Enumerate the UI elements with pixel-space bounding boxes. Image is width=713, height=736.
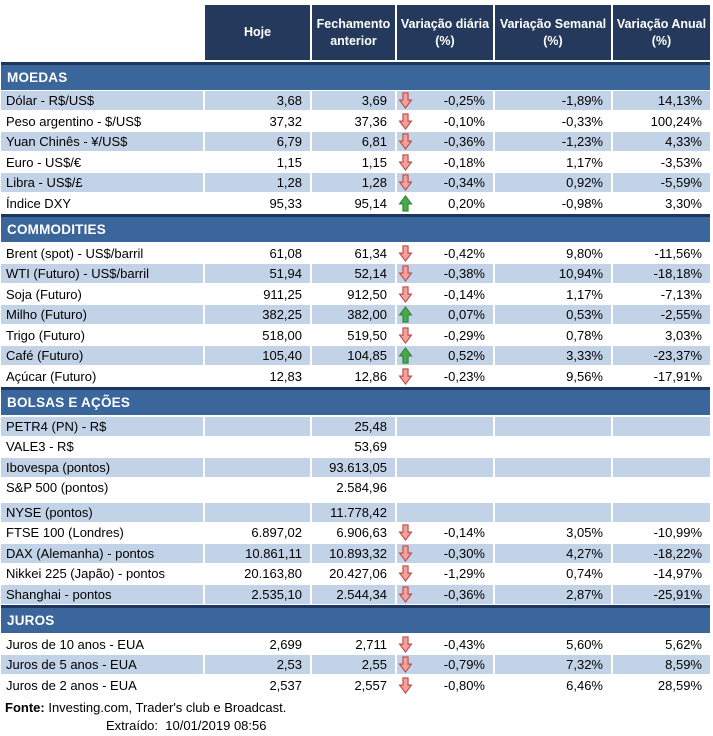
cell-variacao-diaria — [397, 326, 493, 345]
cell-variacao-semanal: 4,27% — [495, 544, 611, 563]
cell-variacao-diaria — [397, 305, 493, 324]
variacao-diaria-value: -0,29% — [444, 328, 485, 343]
cell-label: Peso argentino - $/US$ — [1, 112, 203, 131]
cell-label: Índice DXY — [1, 194, 203, 213]
cell-variacao-anual: -14,97% — [613, 564, 710, 583]
column-header-variacao-diaria: Variação diária (%) — [397, 5, 493, 60]
down-arrow-icon — [398, 174, 413, 191]
variacao-diaria-value: -0,79% — [444, 657, 485, 672]
cell-variacao-anual: -18,18% — [613, 264, 710, 283]
cell-variacao-diaria — [397, 676, 493, 695]
section-header-moedas: MOEDAS — [1, 62, 710, 90]
variacao-diaria-value: 0,07% — [448, 307, 485, 322]
variacao-diaria-value: -0,10% — [444, 114, 485, 129]
cell-label: Soja (Futuro) — [1, 285, 203, 304]
cell-variacao-semanal: 3,05% — [495, 523, 611, 542]
cell-variacao-anual: 100,24% — [613, 112, 710, 131]
cell-hoje: 2,699 — [205, 635, 310, 654]
variacao-diaria-value: -0,23% — [444, 369, 485, 384]
cell-fechamento-anterior: 61,34 — [312, 244, 395, 263]
cell-variacao-diaria — [397, 655, 493, 674]
market-table — [1, 5, 711, 695]
cell-hoje: 911,25 — [205, 285, 310, 304]
cell-label: Yuan Chinês - ¥/US$ — [1, 132, 203, 151]
cell-hoje — [205, 478, 310, 497]
variacao-diaria-value: -0,30% — [444, 546, 485, 561]
down-arrow-icon — [398, 586, 413, 603]
cell-hoje: 37,32 — [205, 112, 310, 131]
cell-variacao-diaria — [397, 91, 493, 110]
cell-variacao-diaria — [397, 417, 493, 436]
cell-fechamento-anterior: 2.584,96 — [312, 478, 395, 497]
cell-variacao-anual: 5,62% — [613, 635, 710, 654]
cell-fechamento-anterior: 93.613,05 — [312, 458, 395, 477]
cell-fechamento-anterior: 52,14 — [312, 264, 395, 283]
cell-variacao-semanal: 9,56% — [495, 367, 611, 386]
row-spacer — [1, 499, 710, 502]
cell-variacao-anual: 4,33% — [613, 132, 710, 151]
section-header-commodities: COMMODITIES — [1, 214, 710, 242]
down-arrow-icon — [398, 327, 413, 344]
cell-fechamento-anterior: 2,557 — [312, 676, 395, 695]
cell-variacao-semanal: 6,46% — [495, 676, 611, 695]
cell-variacao-diaria — [397, 112, 493, 131]
section-header-juros: JUROS — [1, 605, 710, 633]
cell-label: FTSE 100 (Londres) — [1, 523, 203, 542]
extracted-line — [5, 717, 711, 736]
cell-variacao-semanal: 0,74% — [495, 564, 611, 583]
cell-fechamento-anterior: 11.778,42 — [312, 503, 395, 522]
cell-hoje: 1,15 — [205, 153, 310, 172]
down-arrow-icon — [398, 656, 413, 673]
variacao-diaria-value: -0,80% — [444, 678, 485, 693]
cell-hoje: 95,33 — [205, 194, 310, 213]
variacao-diaria-value: -0,38% — [444, 266, 485, 281]
variacao-diaria-value: -1,29% — [444, 566, 485, 581]
variacao-diaria-value: 0,20% — [448, 196, 485, 211]
cell-variacao-semanal: 7,32% — [495, 655, 611, 674]
variacao-diaria-value: -0,36% — [444, 587, 485, 602]
source-text: Investing.com, Trader's club e Broadcast. — [45, 700, 287, 715]
cell-label: Dólar - R$/US$ — [1, 91, 203, 110]
cell-hoje: 105,40 — [205, 346, 310, 365]
variacao-diaria-value: -0,43% — [444, 637, 485, 652]
cell-fechamento-anterior: 2,711 — [312, 635, 395, 654]
down-arrow-icon — [398, 92, 413, 109]
variacao-diaria-value: -0,18% — [444, 155, 485, 170]
cell-variacao-semanal: 10,94% — [495, 264, 611, 283]
cell-variacao-anual: 14,13% — [613, 91, 710, 110]
cell-label: Juros de 10 anos - EUA — [1, 635, 203, 654]
cell-variacao-semanal: 3,33% — [495, 346, 611, 365]
extracted-value: 10/01/2019 08:56 — [165, 718, 266, 733]
variacao-diaria-value: -0,36% — [444, 134, 485, 149]
cell-variacao-diaria — [397, 264, 493, 283]
cell-variacao-diaria — [397, 585, 493, 604]
cell-label: Açúcar (Futuro) — [1, 367, 203, 386]
down-arrow-icon — [398, 565, 413, 582]
cell-variacao-semanal: 1,17% — [495, 153, 611, 172]
source-line — [5, 699, 711, 718]
cell-fechamento-anterior: 912,50 — [312, 285, 395, 304]
cell-variacao-diaria — [397, 367, 493, 386]
cell-label: DAX (Alemanha) - pontos — [1, 544, 203, 563]
cell-hoje: 1,28 — [205, 173, 310, 192]
cell-fechamento-anterior: 20.427,06 — [312, 564, 395, 583]
cell-hoje — [205, 437, 310, 456]
cell-variacao-semanal: 0,53% — [495, 305, 611, 324]
cell-hoje — [205, 458, 310, 477]
down-arrow-icon — [398, 133, 413, 150]
column-header-variacao-anual: Variação Anual (%) — [613, 5, 710, 60]
corner-cell — [1, 5, 203, 60]
cell-fechamento-anterior: 1,28 — [312, 173, 395, 192]
cell-fechamento-anterior: 12,86 — [312, 367, 395, 386]
cell-variacao-anual — [613, 417, 710, 436]
cell-variacao-semanal — [495, 503, 611, 522]
variacao-diaria-value: 0,52% — [448, 348, 485, 363]
section-header-bolsas-e-a-es: BOLSAS E AÇÕES — [1, 387, 710, 415]
cell-fechamento-anterior: 6,81 — [312, 132, 395, 151]
cell-variacao-semanal: -0,98% — [495, 194, 611, 213]
cell-label: Trigo (Futuro) — [1, 326, 203, 345]
cell-variacao-diaria — [397, 285, 493, 304]
cell-label: Café (Futuro) — [1, 346, 203, 365]
down-arrow-icon — [398, 113, 413, 130]
cell-hoje: 20.163,80 — [205, 564, 310, 583]
cell-variacao-anual: -7,13% — [613, 285, 710, 304]
source-label: Fonte: — [5, 700, 45, 715]
cell-label: Brent (spot) - US$/barril — [1, 244, 203, 263]
cell-fechamento-anterior: 2,55 — [312, 655, 395, 674]
cell-variacao-diaria — [397, 153, 493, 172]
cell-variacao-diaria — [397, 437, 493, 456]
cell-hoje: 3,68 — [205, 91, 310, 110]
cell-hoje: 6,79 — [205, 132, 310, 151]
cell-variacao-anual: 3,30% — [613, 194, 710, 213]
cell-label: Euro - US$/€ — [1, 153, 203, 172]
variacao-diaria-value: -0,25% — [444, 93, 485, 108]
cell-variacao-semanal: -1,23% — [495, 132, 611, 151]
cell-label: VALE3 - R$ — [1, 437, 203, 456]
cell-variacao-diaria — [397, 564, 493, 583]
cell-hoje: 6.897,02 — [205, 523, 310, 542]
cell-fechamento-anterior: 25,48 — [312, 417, 395, 436]
cell-variacao-diaria — [397, 132, 493, 151]
cell-fechamento-anterior: 10.893,32 — [312, 544, 395, 563]
cell-variacao-anual — [613, 437, 710, 456]
variacao-diaria-value: -0,14% — [444, 525, 485, 540]
variacao-diaria-value: -0,42% — [444, 246, 485, 261]
cell-fechamento-anterior: 6.906,63 — [312, 523, 395, 542]
cell-variacao-anual: -5,59% — [613, 173, 710, 192]
cell-variacao-diaria — [397, 503, 493, 522]
cell-variacao-anual: -25,91% — [613, 585, 710, 604]
cell-hoje: 2.535,10 — [205, 585, 310, 604]
variacao-diaria-value: -0,34% — [444, 175, 485, 190]
cell-label: Juros de 2 anos - EUA — [1, 676, 203, 695]
down-arrow-icon — [398, 677, 413, 694]
cell-variacao-semanal — [495, 478, 611, 497]
column-header-variacao-semanal: Variação Semanal (%) — [495, 5, 611, 60]
cell-variacao-diaria — [397, 194, 493, 213]
cell-variacao-anual: -3,53% — [613, 153, 710, 172]
down-arrow-icon — [398, 368, 413, 385]
cell-label: PETR4 (PN) - R$ — [1, 417, 203, 436]
down-arrow-icon — [398, 154, 413, 171]
cell-fechamento-anterior: 53,69 — [312, 437, 395, 456]
column-header-fechamento-anterior: Fechamento anterior — [312, 5, 395, 60]
cell-hoje: 10.861,11 — [205, 544, 310, 563]
cell-label: WTI (Futuro) - US$/barril — [1, 264, 203, 283]
down-arrow-icon — [398, 636, 413, 653]
cell-variacao-anual: -2,55% — [613, 305, 710, 324]
cell-hoje: 382,25 — [205, 305, 310, 324]
cell-variacao-semanal: -0,33% — [495, 112, 611, 131]
cell-variacao-anual: 28,59% — [613, 676, 710, 695]
cell-variacao-anual: -18,22% — [613, 544, 710, 563]
cell-fechamento-anterior: 2.544,34 — [312, 585, 395, 604]
cell-variacao-diaria — [397, 244, 493, 263]
cell-label: S&P 500 (pontos) — [1, 478, 203, 497]
cell-label: Shanghai - pontos — [1, 585, 203, 604]
cell-variacao-semanal — [495, 437, 611, 456]
cell-variacao-semanal — [495, 417, 611, 436]
cell-variacao-diaria — [397, 544, 493, 563]
cell-variacao-diaria — [397, 346, 493, 365]
cell-label: Ibovespa (pontos) — [1, 458, 203, 477]
cell-hoje — [205, 503, 310, 522]
cell-fechamento-anterior: 519,50 — [312, 326, 395, 345]
down-arrow-icon — [398, 245, 413, 262]
cell-hoje: 51,94 — [205, 264, 310, 283]
down-arrow-icon — [398, 286, 413, 303]
cell-variacao-anual — [613, 503, 710, 522]
cell-fechamento-anterior: 1,15 — [312, 153, 395, 172]
cell-fechamento-anterior: 37,36 — [312, 112, 395, 131]
up-arrow-icon — [398, 195, 413, 212]
cell-variacao-semanal: -1,89% — [495, 91, 611, 110]
cell-variacao-semanal: 5,60% — [495, 635, 611, 654]
cell-fechamento-anterior: 95,14 — [312, 194, 395, 213]
cell-hoje: 518,00 — [205, 326, 310, 345]
cell-hoje — [205, 417, 310, 436]
cell-variacao-anual: -17,91% — [613, 367, 710, 386]
variacao-diaria-value: -0,14% — [444, 287, 485, 302]
cell-variacao-anual: 3,03% — [613, 326, 710, 345]
cell-variacao-diaria — [397, 173, 493, 192]
report-footer — [1, 695, 711, 736]
cell-variacao-anual: 8,59% — [613, 655, 710, 674]
cell-hoje: 12,83 — [205, 367, 310, 386]
cell-fechamento-anterior: 3,69 — [312, 91, 395, 110]
cell-label: Juros de 5 anos - EUA — [1, 655, 203, 674]
cell-variacao-anual: -11,56% — [613, 244, 710, 263]
down-arrow-icon — [398, 545, 413, 562]
cell-hoje: 61,08 — [205, 244, 310, 263]
cell-label: Milho (Futuro) — [1, 305, 203, 324]
cell-variacao-semanal: 1,17% — [495, 285, 611, 304]
cell-variacao-diaria — [397, 458, 493, 477]
cell-variacao-semanal: 2,87% — [495, 585, 611, 604]
cell-fechamento-anterior: 382,00 — [312, 305, 395, 324]
cell-variacao-semanal: 0,78% — [495, 326, 611, 345]
cell-variacao-semanal — [495, 458, 611, 477]
cell-variacao-diaria — [397, 635, 493, 654]
up-arrow-icon — [398, 347, 413, 364]
down-arrow-icon — [398, 524, 413, 541]
cell-variacao-anual: -10,99% — [613, 523, 710, 542]
cell-variacao-semanal: 0,92% — [495, 173, 611, 192]
cell-label: Libra - US$/£ — [1, 173, 203, 192]
down-arrow-icon — [398, 265, 413, 282]
cell-variacao-anual — [613, 478, 710, 497]
cell-hoje: 2,537 — [205, 676, 310, 695]
cell-label: Nikkei 225 (Japão) - pontos — [1, 564, 203, 583]
cell-variacao-diaria — [397, 478, 493, 497]
cell-hoje: 2,53 — [205, 655, 310, 674]
up-arrow-icon — [398, 306, 413, 323]
cell-variacao-diaria — [397, 523, 493, 542]
column-header-hoje: Hoje — [205, 5, 310, 60]
cell-variacao-semanal: 9,80% — [495, 244, 611, 263]
cell-label: NYSE (pontos) — [1, 503, 203, 522]
extracted-label: Extraído: — [106, 718, 158, 733]
cell-variacao-anual — [613, 458, 710, 477]
cell-variacao-anual: -23,37% — [613, 346, 710, 365]
cell-fechamento-anterior: 104,85 — [312, 346, 395, 365]
